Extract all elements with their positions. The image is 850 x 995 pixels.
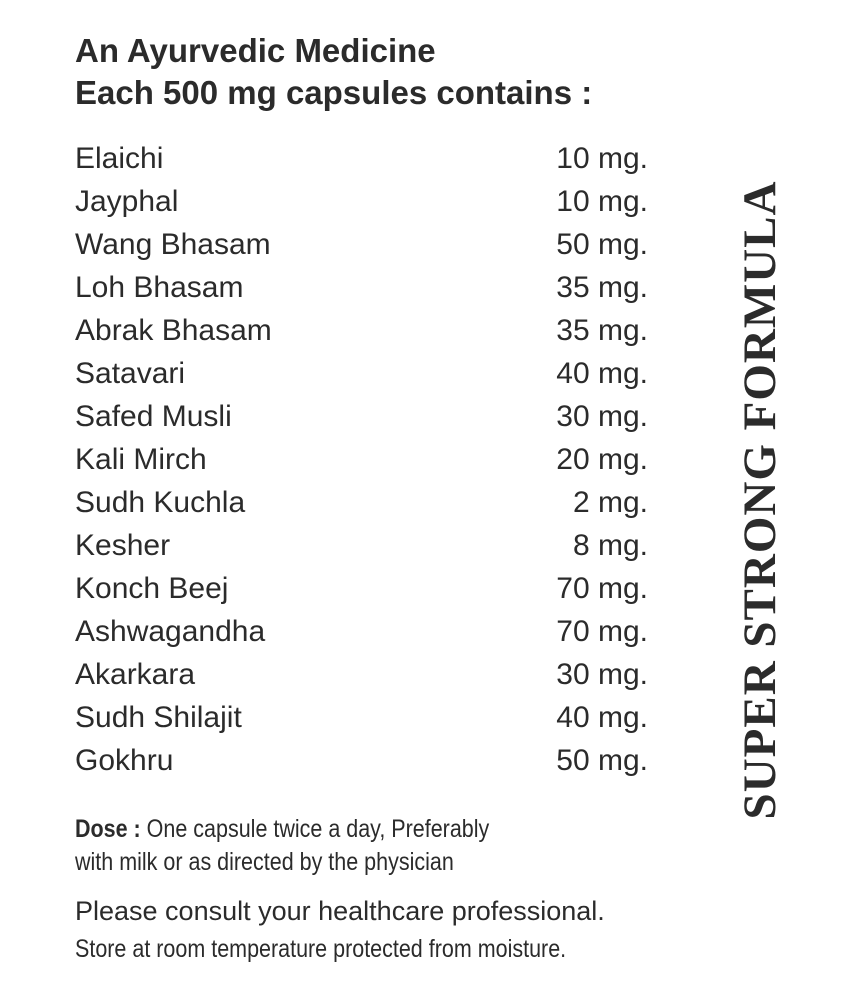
- header-subtitle: Each 500 mg capsules contains :: [75, 74, 593, 111]
- ingredient-row: [75, 696, 648, 739]
- ingredient-name: Konch Beej: [75, 572, 229, 605]
- ingredient-amount: 8 mg.: [572, 529, 648, 562]
- ingredient-name: Ashwagandha: [75, 615, 266, 648]
- ingredient-name: Kesher: [75, 529, 171, 562]
- ingredient-row: [75, 567, 648, 610]
- ingredient-row: [75, 438, 648, 481]
- ingredient-name: Jayphal: [75, 185, 179, 218]
- ingredient-row: [75, 223, 648, 266]
- ingredient-list: [75, 137, 648, 782]
- ingredient-name: Sudh Kuchla: [75, 486, 246, 519]
- ingredient-amount: 35 mg.: [556, 314, 648, 347]
- ingredient-amount: 30 mg.: [556, 400, 648, 433]
- dose-line-2: with milk or as directed by the physician: [75, 848, 454, 876]
- ingredient-amount: 50 mg.: [556, 228, 648, 261]
- ingredient-name: Sudh Shilajit: [75, 701, 242, 734]
- ingredient-row: [75, 395, 648, 438]
- dose-text-1: One capsule twice a day, Preferably: [140, 815, 490, 843]
- ingredient-amount: 10 mg.: [556, 185, 648, 218]
- ingredient-name: Wang Bhasam: [75, 228, 271, 261]
- ingredient-amount: 40 mg.: [556, 357, 648, 390]
- ingredient-row: [75, 610, 648, 653]
- ingredient-name: Safed Musli: [75, 400, 232, 433]
- ingredient-amount: 35 mg.: [556, 271, 648, 304]
- consult-note: Please consult your healthcare professional.: [75, 896, 605, 926]
- ingredient-amount: 10 mg.: [556, 142, 648, 175]
- ingredient-row: [75, 524, 648, 567]
- storage-note: Store at room temperature protected from moisture.: [75, 935, 567, 963]
- ingredient-amount: 20 mg.: [556, 443, 648, 476]
- ingredient-row: [75, 653, 648, 696]
- ingredient-row: [75, 352, 648, 395]
- ingredient-name: Abrak Bhasam: [75, 314, 272, 347]
- ingredient-row: [75, 739, 648, 782]
- ingredient-name: Loh Bhasam: [75, 271, 244, 304]
- ingredient-name: Gokhru: [75, 744, 174, 777]
- ingredient-amount: 50 mg.: [556, 744, 648, 777]
- ingredient-name: Satavari: [75, 357, 186, 390]
- ingredient-amount: 40 mg.: [556, 701, 648, 734]
- ingredient-row: [75, 266, 648, 309]
- ingredient-amount: 70 mg.: [556, 615, 648, 648]
- header: [75, 30, 592, 114]
- side-banner-text: SUPER STRONG FORMULA: [734, 180, 786, 820]
- ingredient-name: Akarkara: [75, 658, 196, 691]
- ingredient-name: Kali Mirch: [75, 443, 207, 476]
- ingredient-row: [75, 137, 648, 180]
- ingredient-row: [75, 309, 648, 352]
- ingredient-name: Elaichi: [75, 142, 164, 175]
- ingredient-row: [75, 481, 648, 524]
- ingredient-amount: 30 mg.: [556, 658, 648, 691]
- ingredient-amount: 70 mg.: [556, 572, 648, 605]
- dose-line-1: [75, 813, 489, 846]
- ingredient-amount: 2 mg.: [572, 486, 648, 519]
- header-title: An Ayurvedic Medicine: [75, 32, 436, 69]
- ingredient-row: [75, 180, 648, 223]
- dose-label: Dose :: [75, 815, 141, 843]
- dose-instructions: [75, 813, 489, 879]
